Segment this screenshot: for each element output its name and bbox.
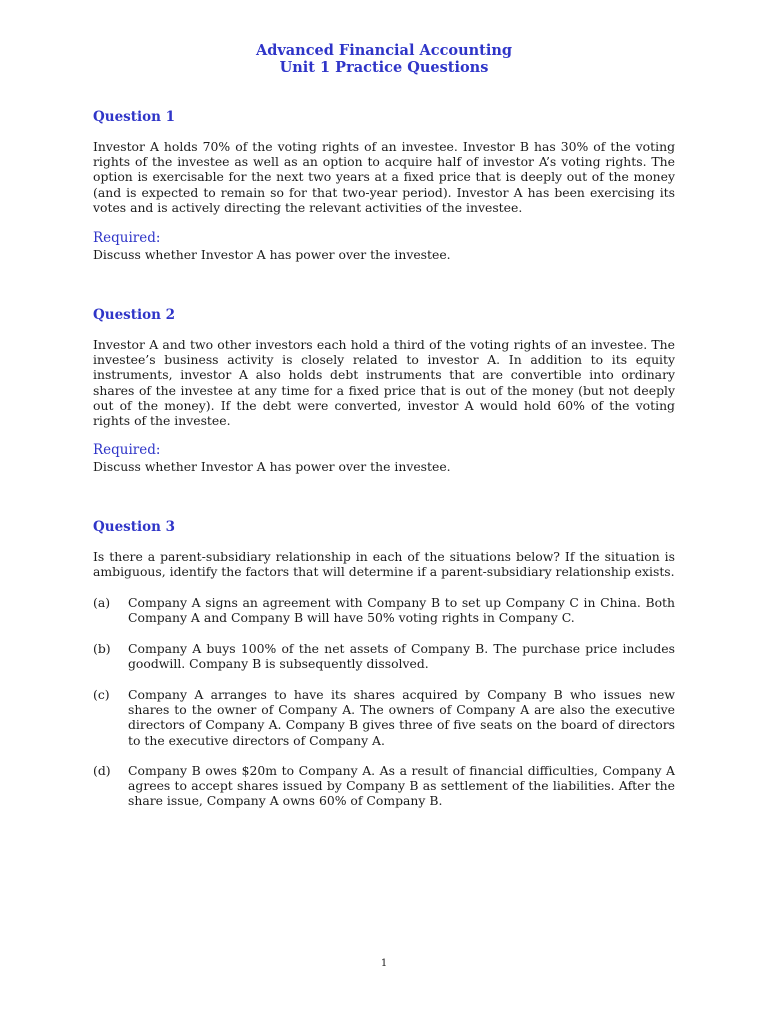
- list-item-letter: (b): [93, 641, 111, 656]
- list-item-text: Company A arranges to have its shares acquired by Company B who issues new shares to the owner of Company A. The owners of Company A are also the executive directors of Company A. Company B gives three of five seats on the board of directors to the executive directors of Company A.: [128, 687, 675, 748]
- question-2-heading: Question 2: [93, 307, 176, 323]
- question-3-heading: Question 3: [93, 519, 176, 535]
- list-item-letter: (d): [93, 763, 111, 778]
- list-item-b: [93, 641, 675, 671]
- list-item-c: [93, 687, 675, 748]
- title-block: [0, 42, 768, 76]
- question-2-required-text: Discuss whether Investor A has power over the investee.: [93, 459, 451, 474]
- document-subtitle: Unit 1 Practice Questions: [279, 59, 489, 76]
- question-1-required-text: Discuss whether Investor A has power over the investee.: [93, 247, 451, 262]
- list-item-letter: (a): [93, 595, 111, 610]
- list-item-a: [93, 595, 675, 625]
- list-item-letter: (c): [93, 687, 110, 702]
- document-title: Advanced Financial Accounting: [255, 42, 513, 59]
- page-number: 1: [380, 958, 388, 969]
- question-3-body: Is there a parent-subsidiary relationship in each of the situations below? If the situation is ambiguous, identify the factors that will determine if a parent-subsidiary relationship exists.: [93, 549, 675, 580]
- list-item-d: [93, 763, 675, 809]
- list-item-text: Company A signs an agreement with Company B to set up Company C in China. Both Company A and Company B will have 50% voting rights in Company C.: [128, 595, 675, 626]
- question-1-required-label: Required:: [93, 230, 161, 246]
- list-item-text: Company B owes $20m to Company A. As a result of financial difficulties, Company A agrees to accept shares issued by Company B as settlement of the liabilities. After the share issue, Company A owns 60% of Company B.: [128, 763, 675, 809]
- question-2-body: Investor A and two other investors each hold a third of the voting rights of an investee. The investee’s business activity is closely related to investor A. In addition to its equity instruments, investor A also holds debt instruments that are convertible into ordinary shares of the investee at any time for a fixed price that is out of the money (but not deeply out of the money). If the debt were converted, investor A would hold 60% of the voting rights of the investee.: [93, 337, 675, 429]
- question-1-body: Investor A holds 70% of the voting rights of an investee. Investor B has 30% of the voting rights of the investee as well as an option to acquire half of investor A’s voting rights. The option is exercisable for the next two years at a fixed price that is deeply out of the money (and is expected to remain so for that two-year period). Investor A has been exercising its votes and is actively directing the relevant activities of the investee.: [93, 139, 675, 215]
- question-2-required-label: Required:: [93, 442, 161, 458]
- list-item-text: Company A buys 100% of the net assets of Company B. The purchase price includes goodwill. Company B is subsequently dissolved.: [128, 641, 675, 672]
- question-1-heading: Question 1: [93, 109, 176, 125]
